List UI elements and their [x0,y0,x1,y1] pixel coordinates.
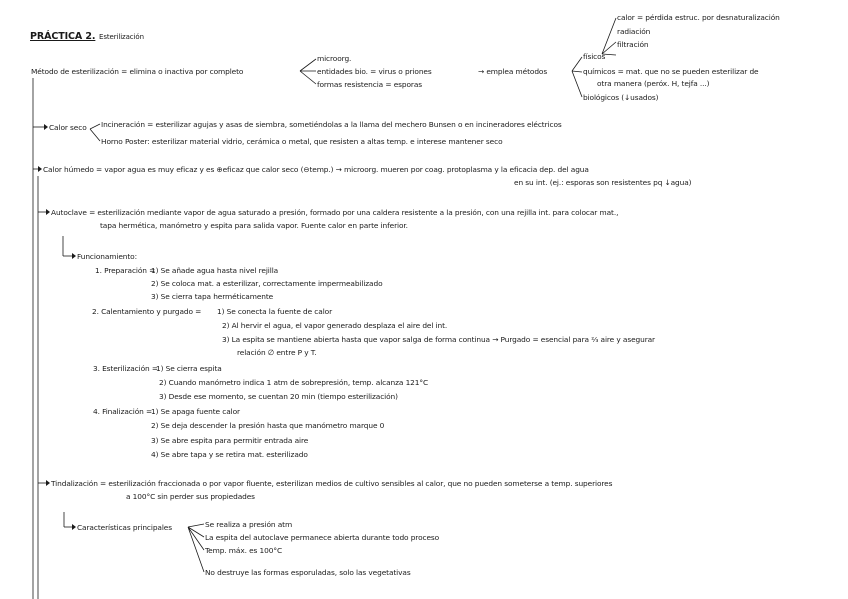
step-1-line-3: 3) Se cierra tapa herméticamente [151,292,274,301]
step-3-title: 3. Esterilización = [93,364,158,373]
physical-radiation: radiación [617,27,651,36]
step-4-line-1: 1) Se apaga fuente calor [151,407,240,416]
autoclave-line-1: Autoclave = esterilización mediante vapor de agua saturado a presión, formado por una caldera resistente a la presión, con una rejilla int. para colocar mat., [51,208,619,217]
dry-heat-incineration: Incineración = esterilizar agujas y asas de siembra, sometiéndolas a la llama del mechero Bunsen o en incineradores eléctricos [101,120,562,129]
method-uses: → emplea métodos [478,67,548,76]
characteristic-2: La espita del autoclave permanece abierta durante todo proceso [205,533,440,542]
method-lead: Método de esterilización = elimina o inactiva por completo [31,67,244,76]
step-3-line-2: 2) Cuando manómetro indica 1 atm de sobrepresión, temp. alcanza 121°C [159,378,429,387]
step-3-line-3: 3) Desde ese momento, se cuentan 20 min (tiempo esterilización) [159,392,398,401]
step-2-line-4: relación ∅ entre P y T. [237,348,317,357]
physical-brace [602,18,616,55]
characteristic-4: No destruye las formas esporuladas, solo las vegetativas [205,568,411,577]
method-brace [300,59,316,84]
moist-heat-line-2: en su int. (ej.: esporas son resistentes pq ↓agua) [514,178,692,187]
dry-heat-oven: Horno Poster: esterilizar material vidrio, cerámica o metal, que resisten a altas temp. e interese mantener seco [101,137,503,146]
page-subtitle: Esterilización [99,33,144,41]
step-4-line-3: 3) Se abre espita para permitir entrada aire [151,436,309,445]
arrow-head-characteristics [72,524,76,530]
arrow-head-autoclave [46,209,50,215]
tyndall-line-2: a 100°C sin perder sus propiedades [126,492,255,501]
characteristics-label: Características principales [77,523,173,532]
step-2-line-1: 1) Se conecta la fuente de calor [217,307,333,316]
arrow-head-tyndall [46,480,50,486]
step-4-line-4: 4) Se abre tapa y se retira mat. esterilizado [151,450,308,459]
dry-heat-label: Calor seco [49,123,87,132]
step-2-title: 2. Calentamiento y purgado = [92,307,202,316]
characteristic-1: Se realiza a presión atm [205,520,293,529]
step-1-title: 1. Preparación = [95,266,156,275]
physical-filtration: filtración [617,40,649,49]
step-2-line-3: 3) La espita se mantiene abierta hasta que vapor salga de forma continua → Purgado = esencial para ⅔ aire y asegurar [222,335,656,344]
functioning-label: Funcionamiento: [77,252,137,261]
step-2-line-2: 2) Al hervir el agua, el vapor generado desplaza el aire del int. [222,321,448,330]
type-physical: físicos [583,52,606,61]
arrow-head-functioning [72,253,76,259]
characteristics-brace [188,524,204,572]
dry-heat-brace [90,124,100,141]
step-1-line-1: 1) Se añade agua hasta nivel rejilla [151,266,279,275]
arrow-head-dry [44,124,48,130]
autoclave-line-2: tapa hermética, manómetro y espita para salida vapor. Fuente calor en parte inferior. [100,221,408,230]
type-chemical-2: otra manera (peróx. H, tejfa ...) [597,79,710,88]
method-target-entities: entidades bio. = virus o priones [317,67,432,76]
type-chemical-1: químicos = mat. que no se pueden esterilizar de [583,67,759,76]
characteristic-3: Temp. máx. es 100°C [205,546,283,555]
method-target-spores: formas resistencia = esporas [317,80,423,89]
method-target-microorg: microorg. [317,54,352,63]
types-brace [572,57,582,97]
step-4-title: 4. Finalización = [93,407,153,416]
tyndall-line-1: Tindalización = esterilización fraccionada o por vapor fluente, esterilizan medios de cultivo sensibles al calor, que no pueden someterse a temp. superiores [51,479,613,488]
arrow-head-moist [38,166,42,172]
moist-heat-line-1: Calor húmedo = vapor agua es muy eficaz y es ⊕eficaz que calor seco (⊖temp.) → microorg. mueren por coag. protoplasma y la eficacia dep. del agua [43,165,589,174]
type-biological: biológicos (↓usados) [583,93,659,102]
step-1-line-2: 2) Se coloca mat. a esterilizar, correctamente impermeabilizado [151,279,383,288]
step-3-line-1: 1) Se cierra espita [156,364,222,373]
physical-heat: calor = pérdida estruc. por desnaturalización [617,13,780,22]
step-4-line-2: 2) Se deja descender la presión hasta que manómetro marque 0 [151,421,385,430]
page-title: PRÁCTICA 2. [30,31,96,42]
